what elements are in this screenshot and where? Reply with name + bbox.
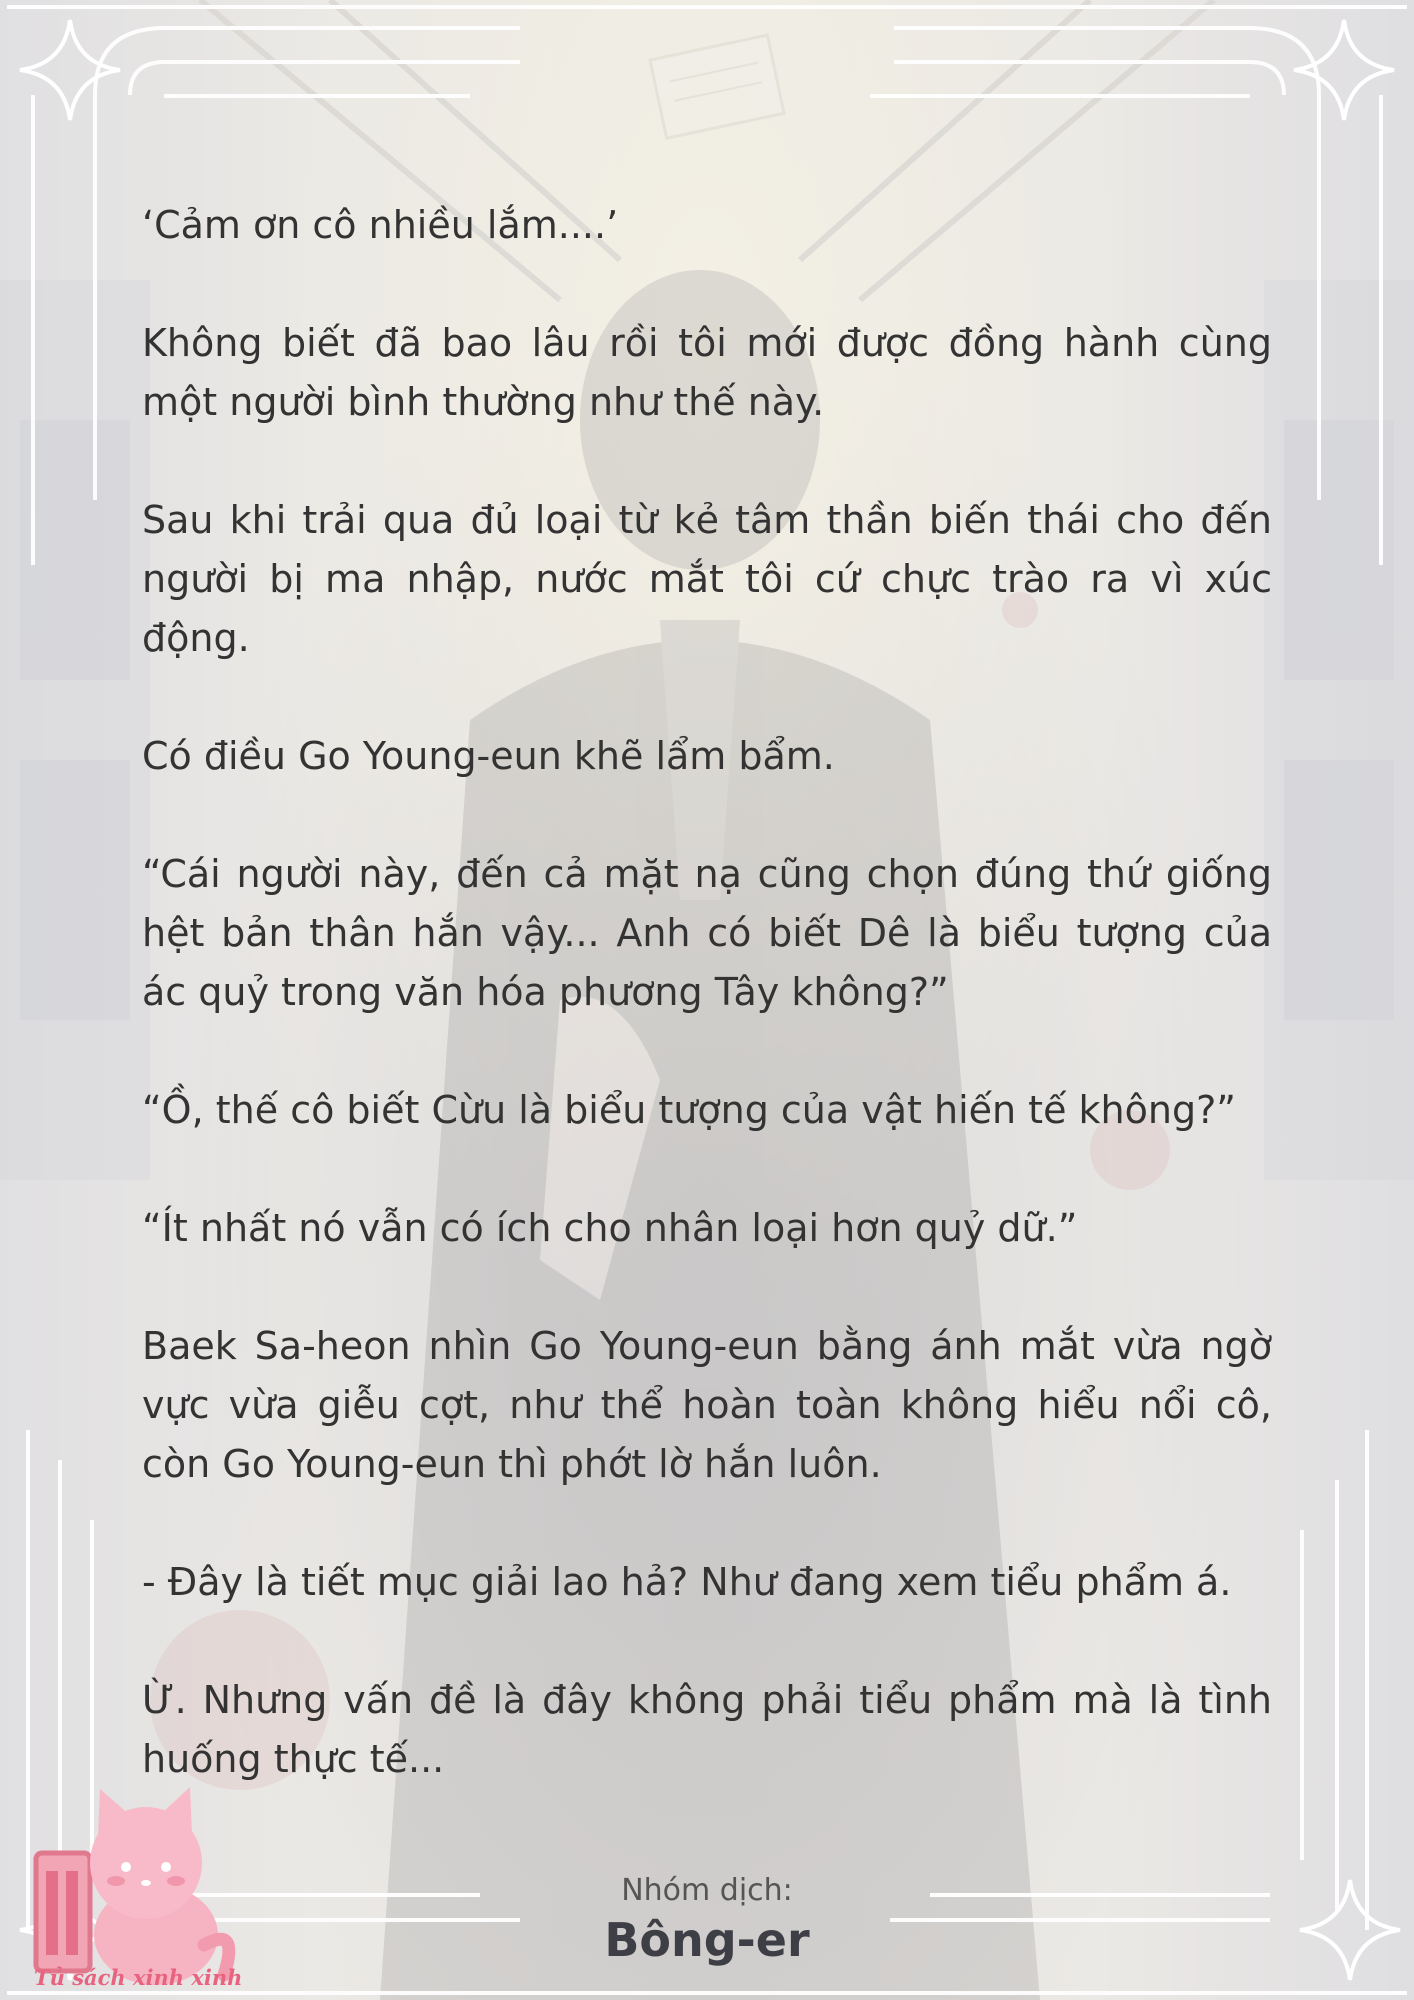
- translator-label: Nhóm dịch:: [621, 1873, 793, 1908]
- watermark-text: Tủ sách xinh xinh: [34, 1965, 243, 1990]
- paragraph: Baek Sa-heon nhìn Go Young-eun bằng ánh mắt vừa ngờ vực vừa giễu cợt, như thể hoàn toàn không hiểu nổi cô, còn Go Young-eun thì phớt lờ hắn luôn.: [142, 1324, 1272, 1486]
- paragraph: Không biết đã bao lâu rồi tôi mới được đồng hành cùng một người bình thường như thế này.: [142, 321, 1272, 424]
- paragraph: Ừ. Nhưng vấn đề là đây không phải tiểu phẩm mà là tình huống thực tế...: [142, 1678, 1272, 1781]
- paragraph: Có điều Go Young-eun khẽ lẩm bẩm.: [142, 734, 835, 778]
- paragraph: “Ồ, thế cô biết Cừu là biểu tượng của vật hiến tế không?”: [142, 1088, 1236, 1132]
- story-text: [142, 196, 1272, 1789]
- paragraph: Sau khi trải qua đủ loại từ kẻ tâm thần biến thái cho đến người bị ma nhập, nước mắt tôi cứ chực trào ra vì xúc động.: [142, 498, 1272, 660]
- paragraph: “Ít nhất nó vẫn có ích cho nhân loại hơn quỷ dữ.”: [142, 1206, 1078, 1250]
- translator-name: Bông-er: [604, 1913, 810, 1967]
- paragraph: “Cái người này, đến cả mặt nạ cũng chọn đúng thứ giống hệt bản thân hắn vậy... Anh có biết Dê là biểu tượng của ác quỷ trong văn hóa phương Tây không?”: [142, 852, 1272, 1014]
- paragraph: ‘Cảm ơn cô nhiều lắm....’: [142, 203, 619, 247]
- paragraph: - Đây là tiết mục giải lao hả? Như đang xem tiểu phẩm á.: [142, 1560, 1232, 1604]
